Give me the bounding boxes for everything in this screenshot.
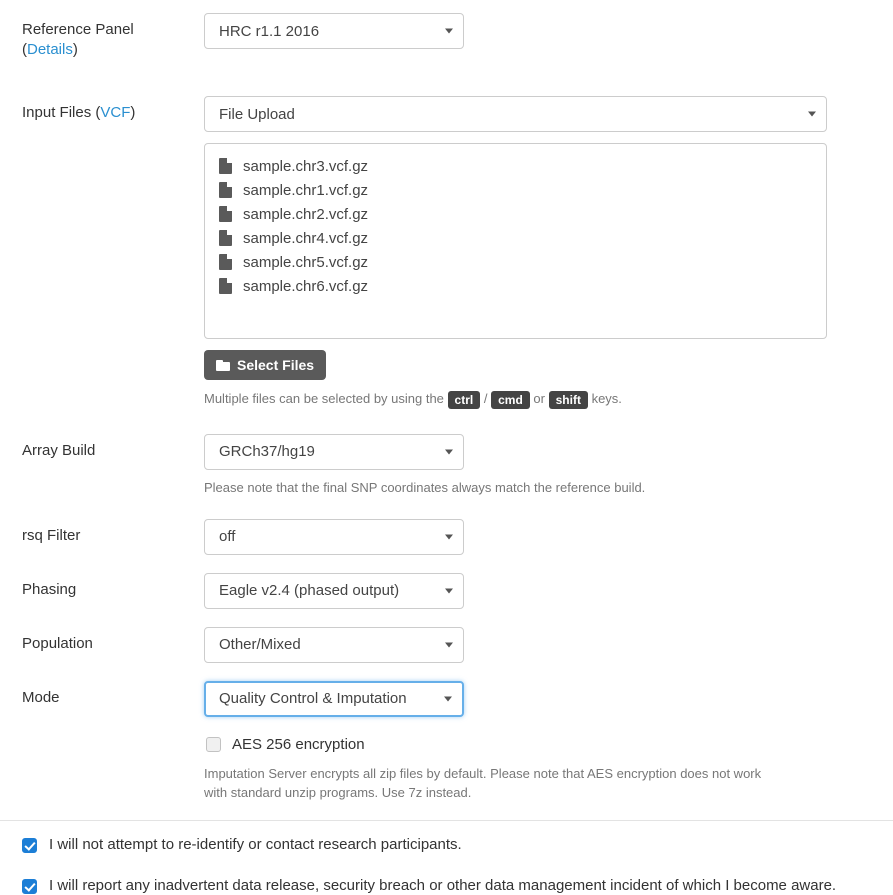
input-files-label-prefix: Input Files ( <box>22 104 101 121</box>
list-item <box>219 178 816 202</box>
chevron-down-icon <box>445 449 453 454</box>
divider <box>0 820 893 821</box>
key-ctrl: ctrl <box>448 391 481 409</box>
array-build-note: Please note that the final SNP coordinates always match the reference build. <box>204 479 646 495</box>
select-files-button[interactable] <box>204 350 326 380</box>
chevron-down-icon <box>445 588 453 593</box>
row-mode <box>0 681 893 802</box>
consent-label-report-breach: I will report any inadvertent data release, security breach or other data management incident of which I become aware. <box>49 876 837 894</box>
consent-checkbox-reidentify[interactable] <box>22 838 37 853</box>
file-name: sample.chr1.vcf.gz <box>243 181 369 199</box>
consent-section <box>0 835 893 895</box>
file-icon <box>219 182 232 198</box>
array-build-select[interactable] <box>204 434 464 470</box>
file-name: sample.chr5.vcf.gz <box>243 253 369 271</box>
rsq-filter-select[interactable] <box>204 519 464 555</box>
input-files-source-select[interactable] <box>204 96 827 132</box>
hint-sep: / <box>483 391 488 406</box>
select-files-button-label: Select Files <box>237 357 315 373</box>
file-name: sample.chr4.vcf.gz <box>243 229 369 247</box>
chevron-down-icon <box>444 696 452 701</box>
list-item <box>219 202 816 226</box>
file-icon <box>219 230 232 246</box>
phasing-label: Phasing <box>22 580 77 598</box>
details-link[interactable]: Details <box>27 41 73 58</box>
uploaded-files-list[interactable] <box>204 143 827 339</box>
input-files-label <box>0 96 204 123</box>
aes-encryption-label: AES 256 encryption <box>232 735 365 753</box>
rsq-filter-label: rsq Filter <box>22 526 81 544</box>
list-item <box>219 250 816 274</box>
reference-panel-value: HRC r1.1 2016 <box>219 22 320 40</box>
row-reference-panel <box>0 13 893 60</box>
file-icon <box>219 278 232 294</box>
reference-panel-select[interactable] <box>204 13 464 49</box>
mode-select[interactable] <box>204 681 464 717</box>
paren-close: ) <box>72 41 78 58</box>
array-build-label: Array Build <box>22 441 96 459</box>
chevron-down-icon <box>445 642 453 647</box>
hint-suffix: keys. <box>591 391 622 406</box>
list-item <box>219 226 816 250</box>
hint-prefix: Multiple files can be selected by using the <box>204 391 444 406</box>
list-item <box>219 274 816 298</box>
aes-encryption-note: Imputation Server encrypts all zip files by default. Please note that AES encryption does not work with standard unzip programs. Use 7z instead. <box>204 765 762 800</box>
row-input-files <box>0 96 893 409</box>
population-select[interactable] <box>204 627 464 663</box>
paren-open: ( <box>22 41 27 58</box>
phasing-value: Eagle v2.4 (phased output) <box>219 582 400 600</box>
consent-checkbox-report-breach[interactable] <box>22 879 37 894</box>
population-label: Population <box>22 634 93 652</box>
file-icon <box>219 254 232 270</box>
row-population <box>0 627 893 663</box>
mode-value: Quality Control & Imputation <box>219 690 407 708</box>
file-name: sample.chr3.vcf.gz <box>243 157 369 175</box>
phasing-select[interactable] <box>204 573 464 609</box>
file-name: sample.chr6.vcf.gz <box>243 277 369 295</box>
consent-row-1 <box>22 835 873 854</box>
chevron-down-icon <box>808 112 816 117</box>
key-cmd: cmd <box>491 391 530 409</box>
file-name: sample.chr2.vcf.gz <box>243 205 369 223</box>
reference-panel-label-text: Reference Panel <box>22 21 134 38</box>
folder-icon <box>216 360 230 371</box>
input-files-label-suffix: ) <box>130 104 136 121</box>
chevron-down-icon <box>445 29 453 34</box>
consent-row-2 <box>22 876 873 895</box>
multi-select-hint <box>204 389 824 409</box>
hint-or: or <box>533 391 545 406</box>
aes-encryption-row <box>206 735 873 754</box>
file-icon <box>219 206 232 222</box>
row-rsq-filter <box>0 519 893 555</box>
rsq-filter-value: off <box>219 528 236 546</box>
input-files-source-value: File Upload <box>219 105 295 123</box>
consent-label-reidentify: I will not attempt to re-identify or contact research participants. <box>49 835 462 853</box>
vcf-link[interactable]: VCF <box>100 104 131 121</box>
row-phasing <box>0 573 893 609</box>
chevron-down-icon <box>445 534 453 539</box>
key-shift: shift <box>549 391 588 409</box>
aes-encryption-checkbox[interactable] <box>206 737 221 752</box>
row-array-build <box>0 434 893 497</box>
reference-panel-label <box>0 13 204 60</box>
file-icon <box>219 158 232 174</box>
reference-panel-details <box>22 40 204 60</box>
mode-label: Mode <box>22 688 60 706</box>
array-build-value: GRCh37/hg19 <box>219 443 315 461</box>
population-value: Other/Mixed <box>219 636 301 654</box>
list-item <box>219 154 816 178</box>
